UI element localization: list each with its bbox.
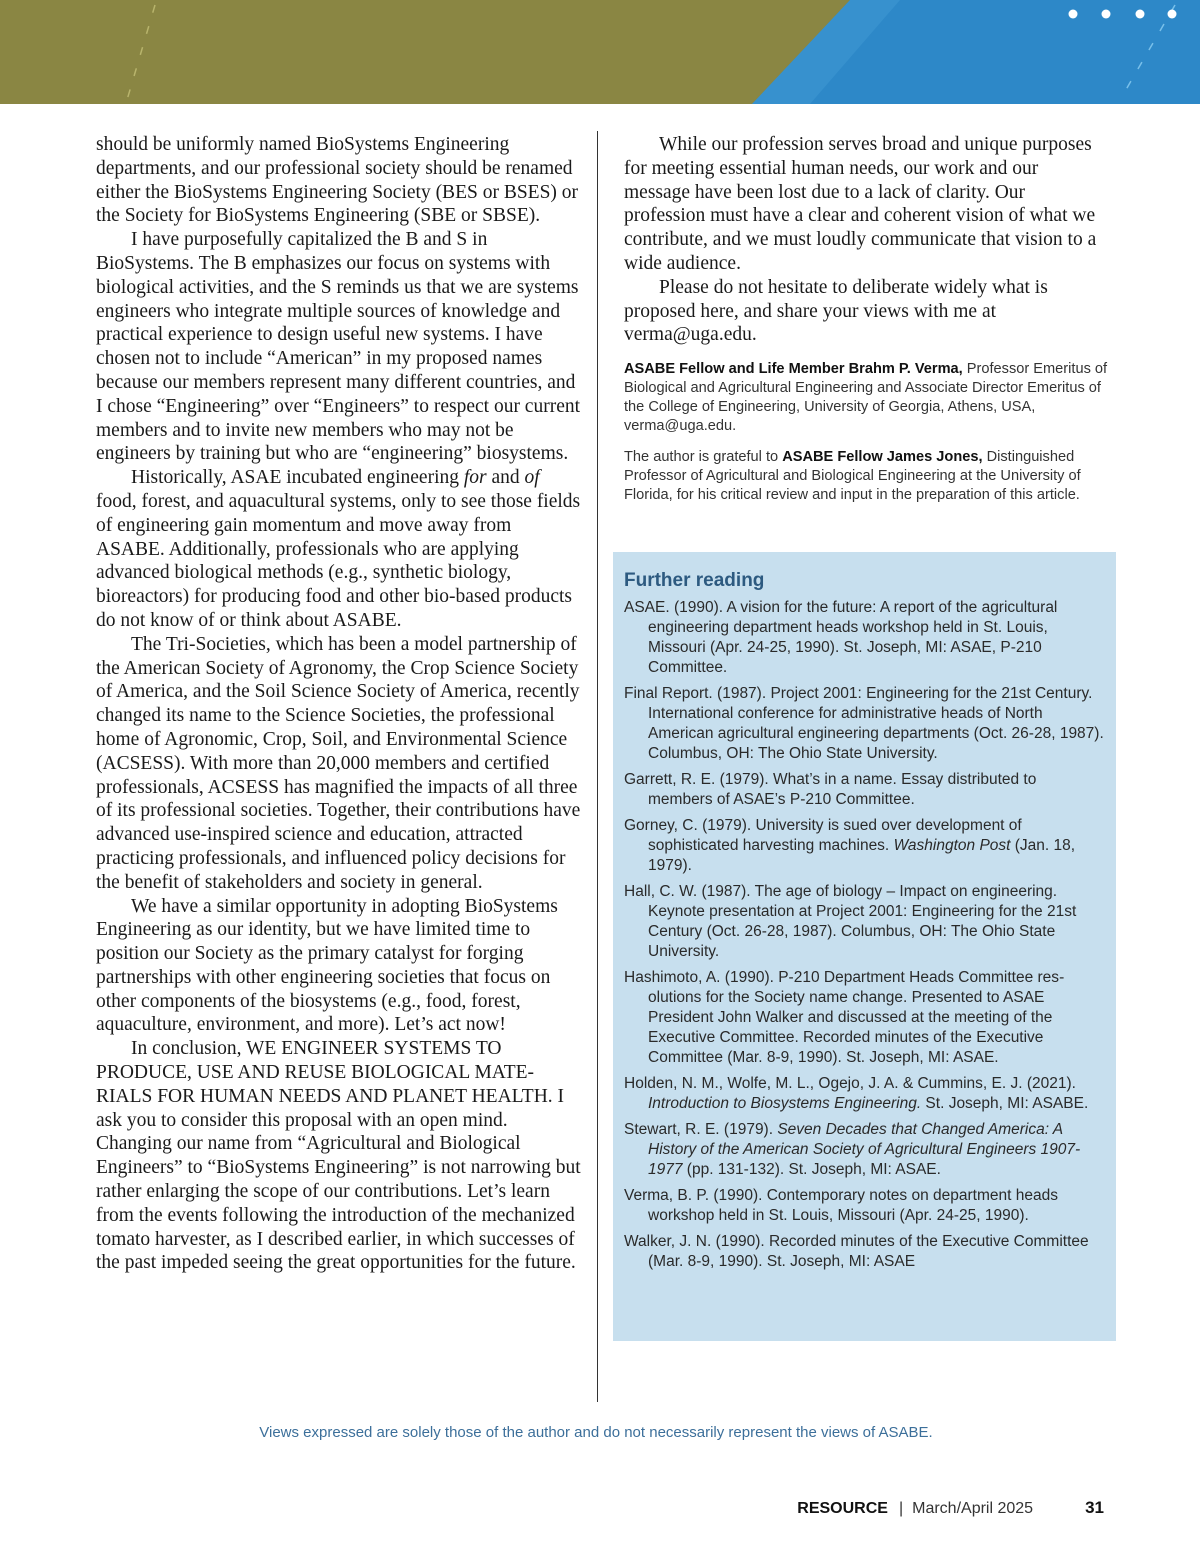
paragraph: should be uniformly named BioSystems Engineering departments, and our professional society should be renamed either the BioSystems Engineering Society (BES or BSES) or the Society for BioSystems Engineering (SBE or SBSE).	[96, 134, 579, 227]
reference-item: ASAE. (1990). A vision for the future: A report of the agricultural engineering department heads workshop held in St. Louis, Missouri (Apr. 24-25, 1990). St. Joseph, MI: ASAE, P-210 Committee.	[624, 599, 1058, 676]
banner-dot	[1069, 10, 1078, 19]
paragraph: We have a similar opportunity in adopting BioSystems Engineering as our identity, but we have limited time to position our Society as the primary catalyst for forging partnerships with other engineering societies that focus on other components of the biosystems (e.g., food, forest, aquaculture, environment, and more). Let’s act now!	[96, 895, 558, 1036]
header-banner	[0, 0, 1200, 104]
reference-item: Holden, N. M., Wolfe, M. L., Ogejo, J. A. & Cummins, E. J. (2021). Introduction to Biosystems Engineering. St. Joseph, MI: ASABE.	[624, 1075, 1089, 1112]
paragraph: The Tri-Societies, which has been a model partnership of the American Society of Agronomy, the Crop Science Society of America, and the Soil Science Society of America, recently changed its name to the Science Societies, the professional home of Agronomic, Crop, Soil, and Environmental Science (ACSESS). With more than 20,000 members and certified professionals, ACSESS has magnified the impacts of all three of its professional societies. Together, their contributions have advanced use-inspired science and education, attracted practicing professionals, and influenced policy decisions for the benefit of stakeholders and society in general.	[96, 633, 581, 893]
banner-dot	[1168, 10, 1177, 19]
acknowledged-name: ASABE Fellow James Jones,	[782, 449, 983, 466]
article-left-column	[96, 133, 582, 1275]
author-name: ASABE Fellow and Life Member Brahm P. Verma,	[624, 361, 963, 378]
reference-item: Hashimoto, A. (1990). P-210 Department Heads Committee resolutions for the Society name change. Presented to ASAE President John Walker and discussed at the meeting of the Executive Committee. Recorded minutes of the Executive Committee (Mar. 8-9, 1990). St. Joseph, MI: ASAE.	[624, 969, 1065, 1066]
banner-dot	[1102, 10, 1111, 19]
magazine-name: RESOURCE	[797, 1500, 888, 1517]
reference-item: Stewart, R. E. (1979). Seven Decades that Changed America: A History of the American Society of Agricultural Engineers 1907-1977 (pp. 131-132). St. Joseph, MI: ASAE.	[624, 1121, 1081, 1178]
paragraph: I have purposefully capitalized the B and S in BioSystems. The B emphasizes our focus on systems with biological activities, and the S reminds us that we are systems engineers who integrate multiple sources of knowledge and practical experience to design useful new systems. I have chosen not to include “American” in my proposed names because our members represent many different countries, and I chose “Engineering” over “Engineers” to respect our current members and to invite new members who may not be engineers by training but who are “engineering” biosystems.	[96, 229, 581, 465]
reference-item: Final Report. (1987). Project 2001: Engineering for the 21st Century. International conference for administrative heads of North American agricultural engineering departments (Oct. 26-28, 1987). Columbus, OH: The Ohio State University.	[624, 685, 1104, 762]
paragraph: Please do not hesitate to deliberate widely what is proposed here, and share your views with me at verma@uga.edu.	[624, 276, 1048, 346]
page-number: 31	[1085, 1498, 1104, 1517]
further-reading-title: Further reading	[624, 570, 765, 591]
issue-date: March/April 2025	[912, 1500, 1034, 1517]
paragraph: While our profession serves broad and unique purposes for meeting essential human needs, our work and our message have been lost due to a lack of clarity. Our profession must have a clear and coherent vision of what we contribute, and we must loudly communicate that vision to a wide audience.	[624, 134, 1097, 274]
paragraph: Historically, ASAE incubated engineering for and of food, forest, and aquacultural systems, only to see those fields of engineering gain momentum and move away from ASABE. Additionally, professionals who are applying advanced biological methods (e.g., synthetic biology, bioreactors) for producing food and other bio-based products do not know of or think about ASABE.	[96, 467, 581, 631]
disclaimer: Views expressed are solely those of the author and do not necessarily represent the views of ASABE.	[259, 1424, 933, 1441]
reference-item: Garrett, R. E. (1979). What’s in a name. Essay distributed to members of ASAE’s P-210 Committee.	[624, 771, 1037, 808]
author-bio: ASABE Fellow and Life Member Brahm P. Verma, Professor Emeritus of Biological and Agricultural Engineering and Associate Director Emeritus of the College of Engineering, University of Georgia, Athens, USA, verma@uga.edu.	[624, 361, 1108, 435]
further-reading-box	[613, 552, 1116, 1341]
article-right-column	[624, 133, 1108, 505]
paragraph: In conclusion, WE ENGINEER SYSTEMS TO PRODUCE, USE AND REUSE BIOLOGICAL MATERIALS FOR HUMAN NEEDS AND PLANET HEALTH. I ask you to consider this proposal with an open mind. Changing our name from “Agricultural and Biological Engineers” to “BioSystems Engineering” is not narrowing but rather enlarging the scope of our contributions. Let’s learn from the events following the introduction of the mechanized tomato harvester, as I described earlier, in which successes of the past impeded seeing the great opportunities for the future.	[96, 1038, 581, 1274]
footer-separator: |	[898, 1500, 904, 1517]
page-footer	[797, 1498, 1104, 1518]
acknowledgment: The author is grateful to ASABE Fellow James Jones, Distinguished Professor of Agricultural and Biological Engineering at the University of Florida, for his critical review and input in the preparation of this article.	[624, 449, 1081, 504]
reference-item: Walker, J. N. (1990). Recorded minutes of the Executive Committee (Mar. 8-9, 1990). St. Joseph, MI: ASAE	[624, 1233, 1089, 1270]
banner-dot	[1136, 10, 1145, 19]
reference-item: Hall, C. W. (1987). The age of biology – Impact on engineering. Keynote presentation at Project 2001: Engineering for the 21st Century (Oct. 26-28, 1987). Columbus, OH: The Ohio State University.	[624, 883, 1077, 960]
reference-item: Gorney, C. (1979). University is sued over development of sophisticated harvesting machines. Washington Post (Jan. 18, 1979).	[624, 817, 1076, 874]
column-divider	[597, 131, 598, 1402]
reference-item: Verma, B. P. (1990). Contemporary notes on department heads workshop held in St. Louis, Missouri (Apr. 24-25, 1990).	[624, 1187, 1058, 1224]
